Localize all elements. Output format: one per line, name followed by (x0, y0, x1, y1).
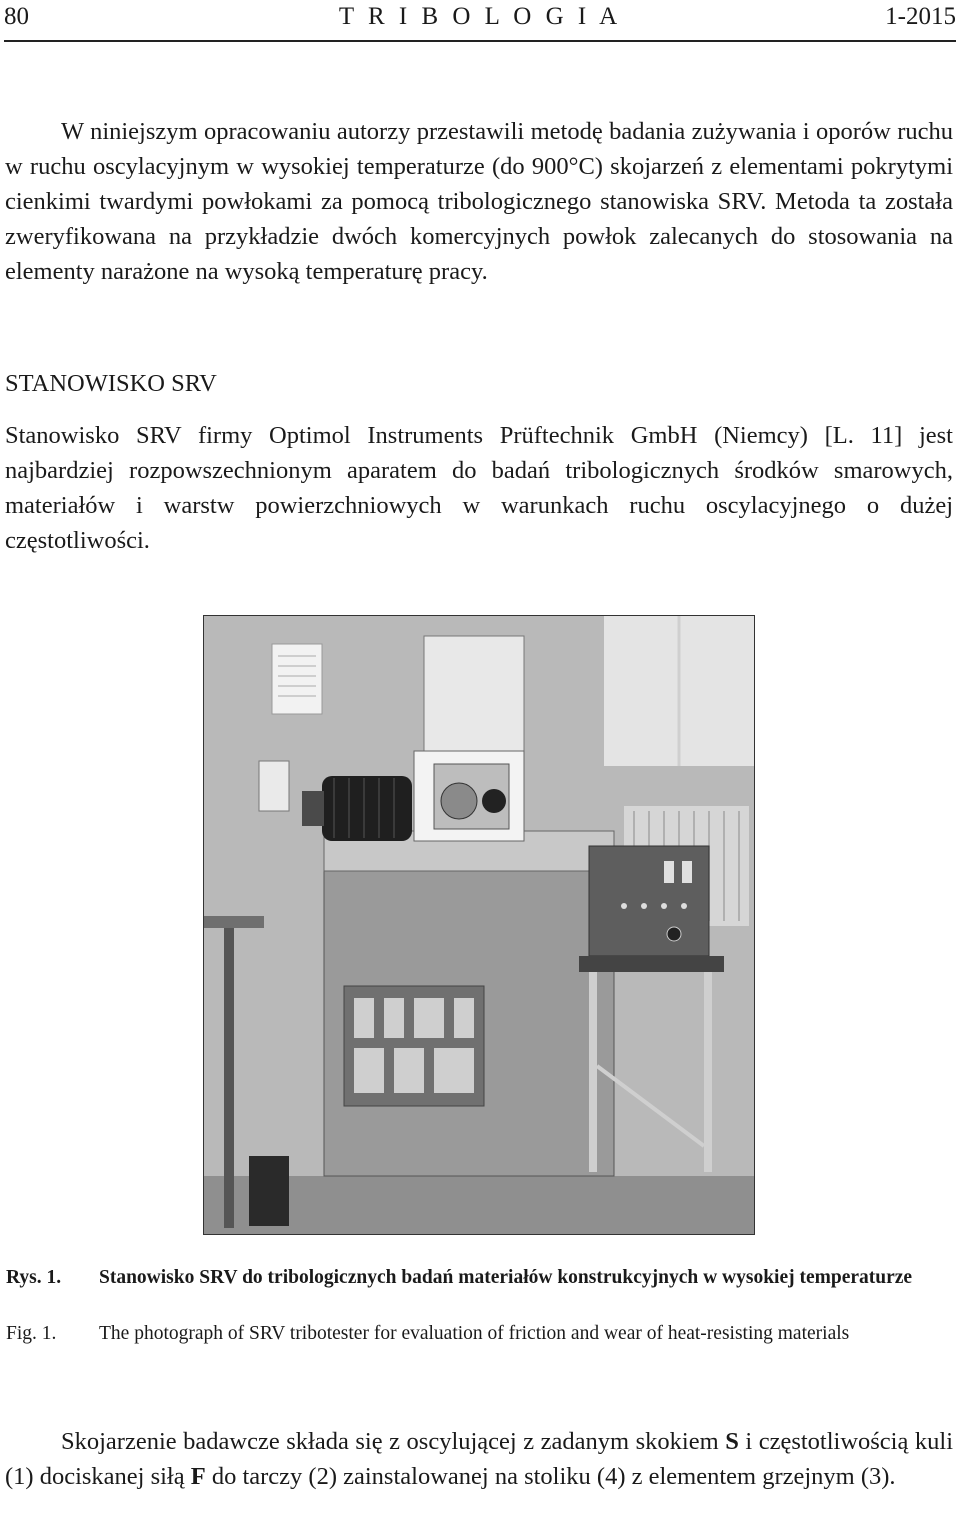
intro-paragraph: W niniejszym opracowaniu autorzy przestawili metodę badania zużywania i oporów ruchu w ruchu oscylacyjnym w wysokiej temperaturze (do 900°C) skojarzeń z elementami pokrytymi cienkimi twardymi powłokami za pomocą tribologicznego stanowiska SRV. Metoda ta została zweryfikowana na przykładzie dwóch komercyjnych powłok zalecanych do stosowania na elementy narażone na wysoką temperaturę pracy. (5, 118, 953, 285)
srv-description-paragraph: Stanowisko SRV firmy Optimol Instruments Prüftechnik GmbH (Niemcy) [L. 11] jest najbardziej rozpowszechnionym aparatem do badań tribologicznych środków smarowych, materiałów i warstw powierzchniowych w warunkach ruchu oscylacyjnego o dużej częstotliwości. (5, 422, 953, 554)
photo-wall-notice (272, 644, 322, 714)
header-rule (4, 40, 956, 42)
figure-label-en: Fig. 1. (6, 1323, 57, 1344)
srv-tribotester-photo (203, 615, 755, 1235)
issue-number: 1-2015 (885, 3, 956, 30)
contact-description-paragraph (5, 1424, 953, 1494)
section-title: STANOWISKO SRV (5, 370, 217, 397)
srv-photo-illustration (204, 616, 754, 1234)
symbol-force: F (190, 1463, 206, 1490)
journal-title: T R I B O L O G I A (338, 3, 622, 30)
symbol-stroke: S (725, 1428, 739, 1455)
figure-caption-en-text: The photograph of SRV tribotester for evaluation of friction and wear of heat-resisting materials (99, 1323, 850, 1344)
photo-wall-socket (259, 761, 289, 811)
contact-text-mid: i częstotliwością kuli (1) dociskanej siłą (5, 1428, 954, 1490)
contact-text-pre: Skojarzenie badawcze składa się z oscylującej z zadanym skokiem (61, 1428, 726, 1455)
photo-granite-stand (579, 956, 724, 972)
figure-caption-pl-text: Stanowisko SRV do tribologicznych badań materiałów konstrukcyjnych w wysokiej temperaturze (99, 1267, 913, 1288)
photo-side-table (204, 916, 264, 928)
photo-heater-drum (322, 776, 412, 841)
photo-floor-box (249, 1156, 289, 1226)
running-header (4, 0, 956, 38)
page-number: 80 (4, 3, 29, 30)
figure-label-pl: Rys. 1. (6, 1267, 62, 1288)
contact-text-post: do tarczy (2) zainstalowanej na stoliku (4) z elementem grzejnym (3). (205, 1463, 896, 1490)
